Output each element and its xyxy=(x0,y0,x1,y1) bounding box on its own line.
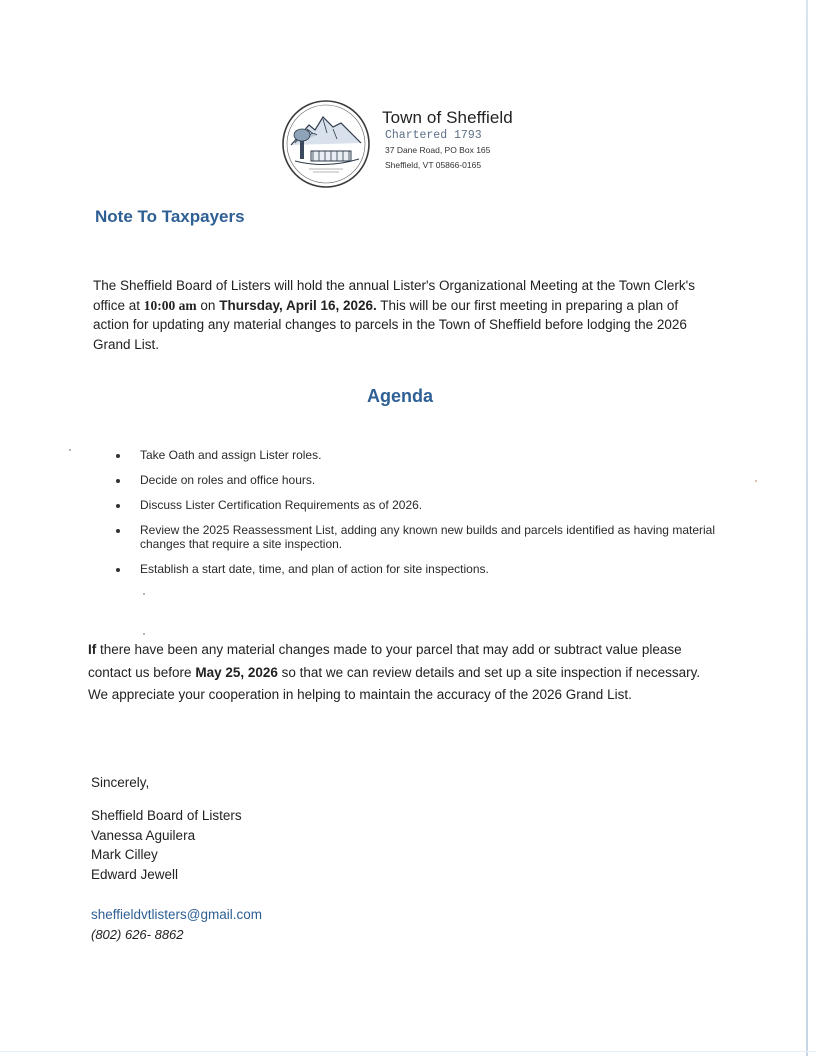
signatory-name: Vanessa Aguilera xyxy=(91,827,196,843)
meeting-time: 10:00 am xyxy=(143,297,197,313)
agenda-item: Review the 2025 Reassessment List, adding any known new builds and parcels identified as having material changes that require a site inspection. xyxy=(115,523,715,551)
notice-text-1: there have been any material changes made to your parcel that may add or subtract value please contact us before xyxy=(88,642,682,680)
intro-paragraph xyxy=(93,276,713,354)
chartered-year: Chartered 1793 xyxy=(385,129,482,142)
address-line-2: Sheffield, VT 05866-0165 xyxy=(385,160,482,170)
signatory-board: Sheffield Board of Listers xyxy=(91,808,242,823)
agenda-heading: Agenda xyxy=(367,386,434,406)
contact-phone: (802) 626- 8862 xyxy=(91,927,184,942)
scan-speck xyxy=(143,593,145,595)
letterhead xyxy=(382,108,513,173)
agenda-list xyxy=(115,448,715,587)
agenda-item: Establish a start date, time, and plan of action for site inspections. xyxy=(115,562,715,576)
address-line-1: 37 Dane Road, PO Box 165 xyxy=(385,145,491,155)
salutation: Sincerely, xyxy=(91,775,150,790)
org-name: Town of Sheffield xyxy=(382,108,513,127)
agenda-item: Discuss Lister Certification Requirements as of 2026. xyxy=(115,498,715,512)
agenda-item: Take Oath and assign Lister roles. xyxy=(115,448,715,462)
page-title: Note To Taxpayers xyxy=(95,207,245,226)
deadline-date: May 25, 2026 xyxy=(195,664,278,680)
notice-paragraph xyxy=(88,639,708,707)
scan-speck xyxy=(69,449,71,451)
agenda-item: Decide on roles and office hours. xyxy=(115,473,715,487)
intro-text-3: This will be our first meeting in preparing a plan of action for updating any material changes to parcels in the Town of Sheffield before lodging the 2026 Grand List. xyxy=(93,297,687,352)
intro-text-2: on xyxy=(196,297,220,313)
scan-speck xyxy=(755,480,757,482)
town-seal-icon xyxy=(281,99,371,189)
signatory-name: Mark Cilley xyxy=(91,847,158,862)
notice-text-2: so that we can review details and set up a site inspection if necessary. We appreciate your cooperation in helping to maintain the accuracy of the 2026 Grand List. xyxy=(88,664,701,702)
meeting-date: Thursday, April 16, 2026. xyxy=(219,297,377,313)
notice-lead: If xyxy=(88,642,97,657)
scan-edge xyxy=(806,0,808,1056)
scan-speck xyxy=(143,633,145,635)
signatory-name: Edward Jewell xyxy=(91,866,179,882)
scan-bottom-edge xyxy=(0,1051,816,1052)
signatories xyxy=(91,806,242,884)
contact-email-link[interactable]: sheffieldvtlisters@gmail.com xyxy=(91,907,263,922)
intro-text-1: The Sheffield Board of Listers will hold the annual Lister's Organizational Meeting at the Town Clerk's office at xyxy=(93,278,695,313)
